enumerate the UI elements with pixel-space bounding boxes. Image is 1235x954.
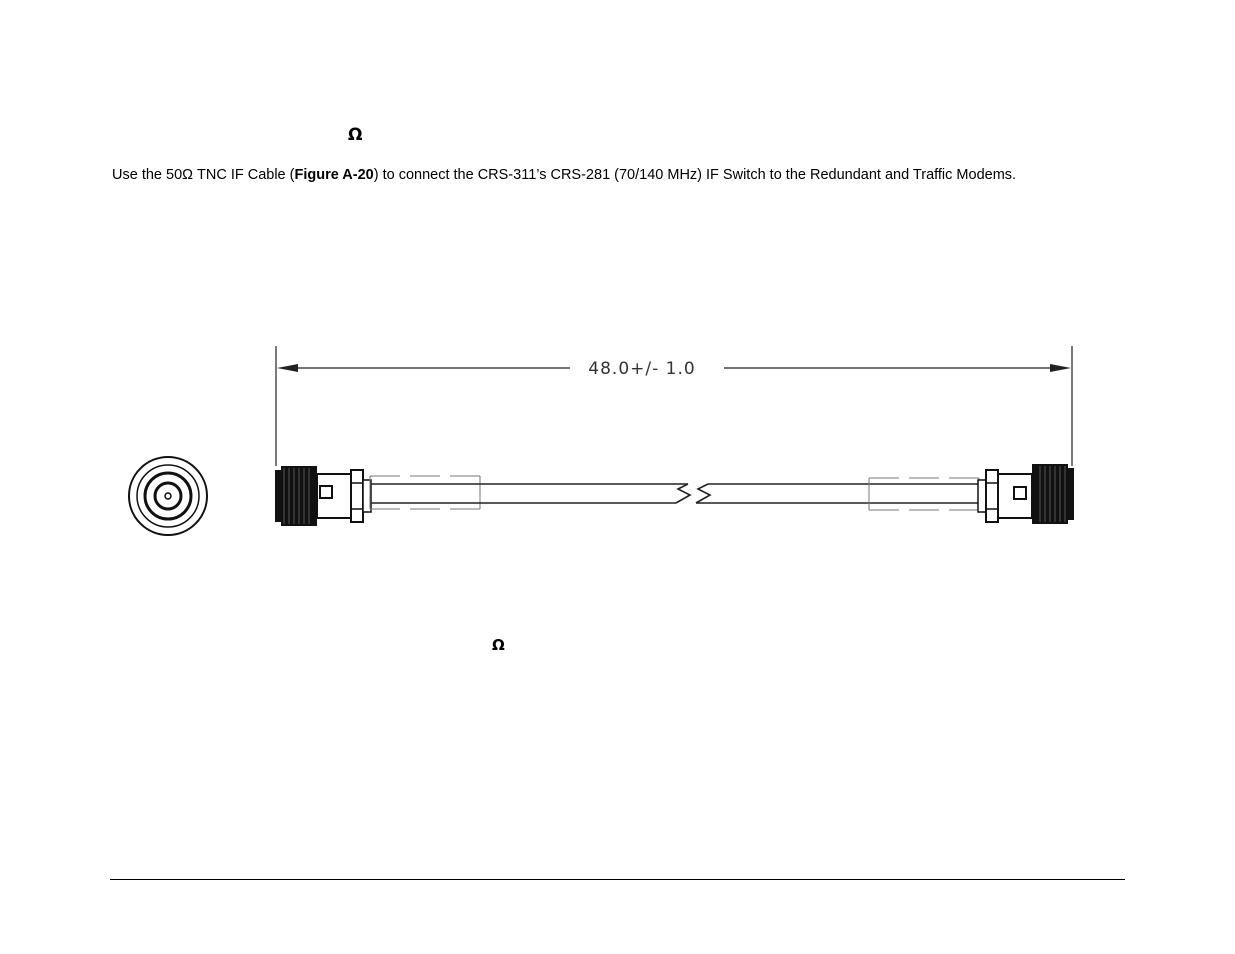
figure-reference: Figure A-20	[294, 167, 374, 183]
figure-caption-omega: Ω	[492, 636, 505, 654]
right-connector	[978, 464, 1074, 524]
connector-end-view	[129, 457, 207, 535]
dimension-label: 48.0+/- 1.0	[588, 359, 696, 379]
intro-prefix: Use the 50Ω TNC IF Cable (	[112, 167, 295, 183]
left-connector	[275, 466, 371, 526]
cable-body	[371, 484, 978, 503]
intro-suffix: ) to connect the CRS-311’s CRS-281 (70/140 MHz) IF Switch to the Redundant and Traffic Modems.	[373, 167, 1017, 183]
right-ferrule	[869, 478, 979, 510]
section-heading-omega: Ω	[348, 125, 363, 145]
footer-divider	[110, 879, 1125, 880]
left-ferrule	[370, 476, 480, 509]
